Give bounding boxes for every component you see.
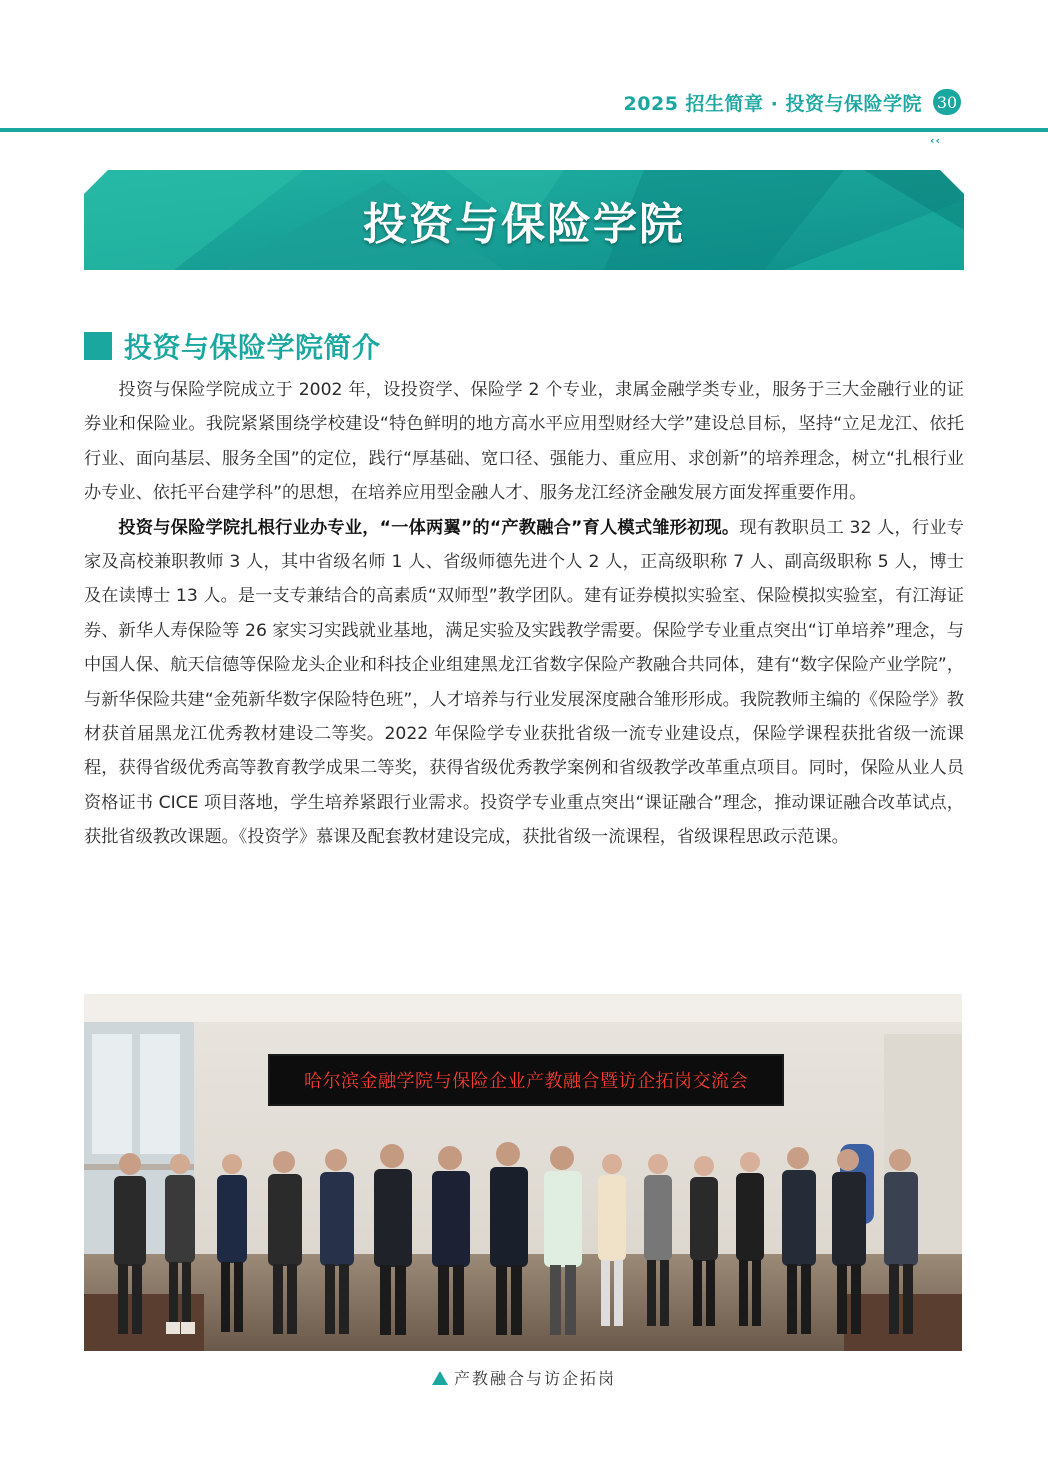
section-heading — [84, 326, 381, 366]
photo-caption — [0, 1366, 1048, 1389]
chevron-left-icon: ‹‹ — [930, 134, 942, 147]
header-rule — [0, 128, 1048, 132]
title-banner — [84, 170, 964, 270]
paragraph-lead: 投资与保险学院扎根行业办专业，“一体两翼”的“产教融合”育人模式雏形初现。 — [118, 517, 740, 538]
caption-text: 产教融合与访企拓岗 — [453, 1369, 616, 1388]
banner-title: 投资与保险学院 — [363, 199, 685, 250]
running-header-title: 2025 招生简章 · 投资与保险学院 — [623, 93, 922, 115]
page-number-badge: 30 — [933, 89, 961, 115]
section-title: 投资与保险学院简介 — [124, 331, 381, 364]
group-photo-illustration — [84, 994, 962, 1351]
intro-body — [84, 373, 964, 855]
group-photo — [84, 994, 962, 1351]
led-banner-text: 哈尔滨金融学院与保险企业产教融合暨访企拓岗交流会 — [304, 1071, 748, 1092]
triangle-up-icon — [432, 1371, 448, 1385]
paragraph-rest: 现有教职员工 32 人，行业专家及高校兼职教师 3 人，其中省级名师 1 人、省级师德先进个人 2 人，正高级职称 7 人、副高级职称 5 人，博士及在读博士 13 人。是一支专兼结合的高素质“双师型”教学团队。建有证券模拟实验室、保险模拟实验室，有江海证券、新华人寿保险等 26 家实习实践就业基地，满足实验及实践教学需要。保险学专业重点突出“订单培养”理念，与中国人保、航天信德等保险龙头企业和科技企业组建黑龙江省数字保险产教融合共同体，建有“数字保险产业学院”，与新华保险共建“金苑新华数字保险特色班”，人才培养与行业发展深度融合雏形形成。我院教师主编的《保险学》教材获首届黑龙江优秀教材建设二等奖。2022 年保险学专业获批省级一流专业建设点，保险学课程获批省级一流课程，获得省级优秀高等教育教学成果二等奖，获得省级优秀教学案例和省级教学改革重点项目。同时，保险从业人员资格证书 CICE 项目落地，学生培养紧跟行业需求。投资学专业重点突出“课证融合”理念，推动课证融合改革试点，获批省级教改课题。《投资学》慕课及配套教材建设完成，获批省级一流课程，省级课程思政示范课。 — [84, 517, 964, 848]
intro-paragraph-2 — [84, 511, 964, 855]
square-bullet-icon — [84, 332, 112, 360]
intro-paragraph-1: 投资与保险学院成立于 2002 年，设投资学、保险学 2 个专业，隶属金融学类专业，服务于三大金融行业的证券业和保险业。我院紧紧围绕学校建设“特色鲜明的地方高水平应用型财经大学”建设总目标，坚持“立足龙江、依托行业、面向基层、服务全国”的定位，践行“厚基础、宽口径、强能力、重应用、求创新”的培养理念，树立“扎根行业办专业、依托平台建学科”的思想，在培养应用型金融人才、服务龙江经济金融发展方面发挥重要作用。 — [84, 380, 964, 504]
